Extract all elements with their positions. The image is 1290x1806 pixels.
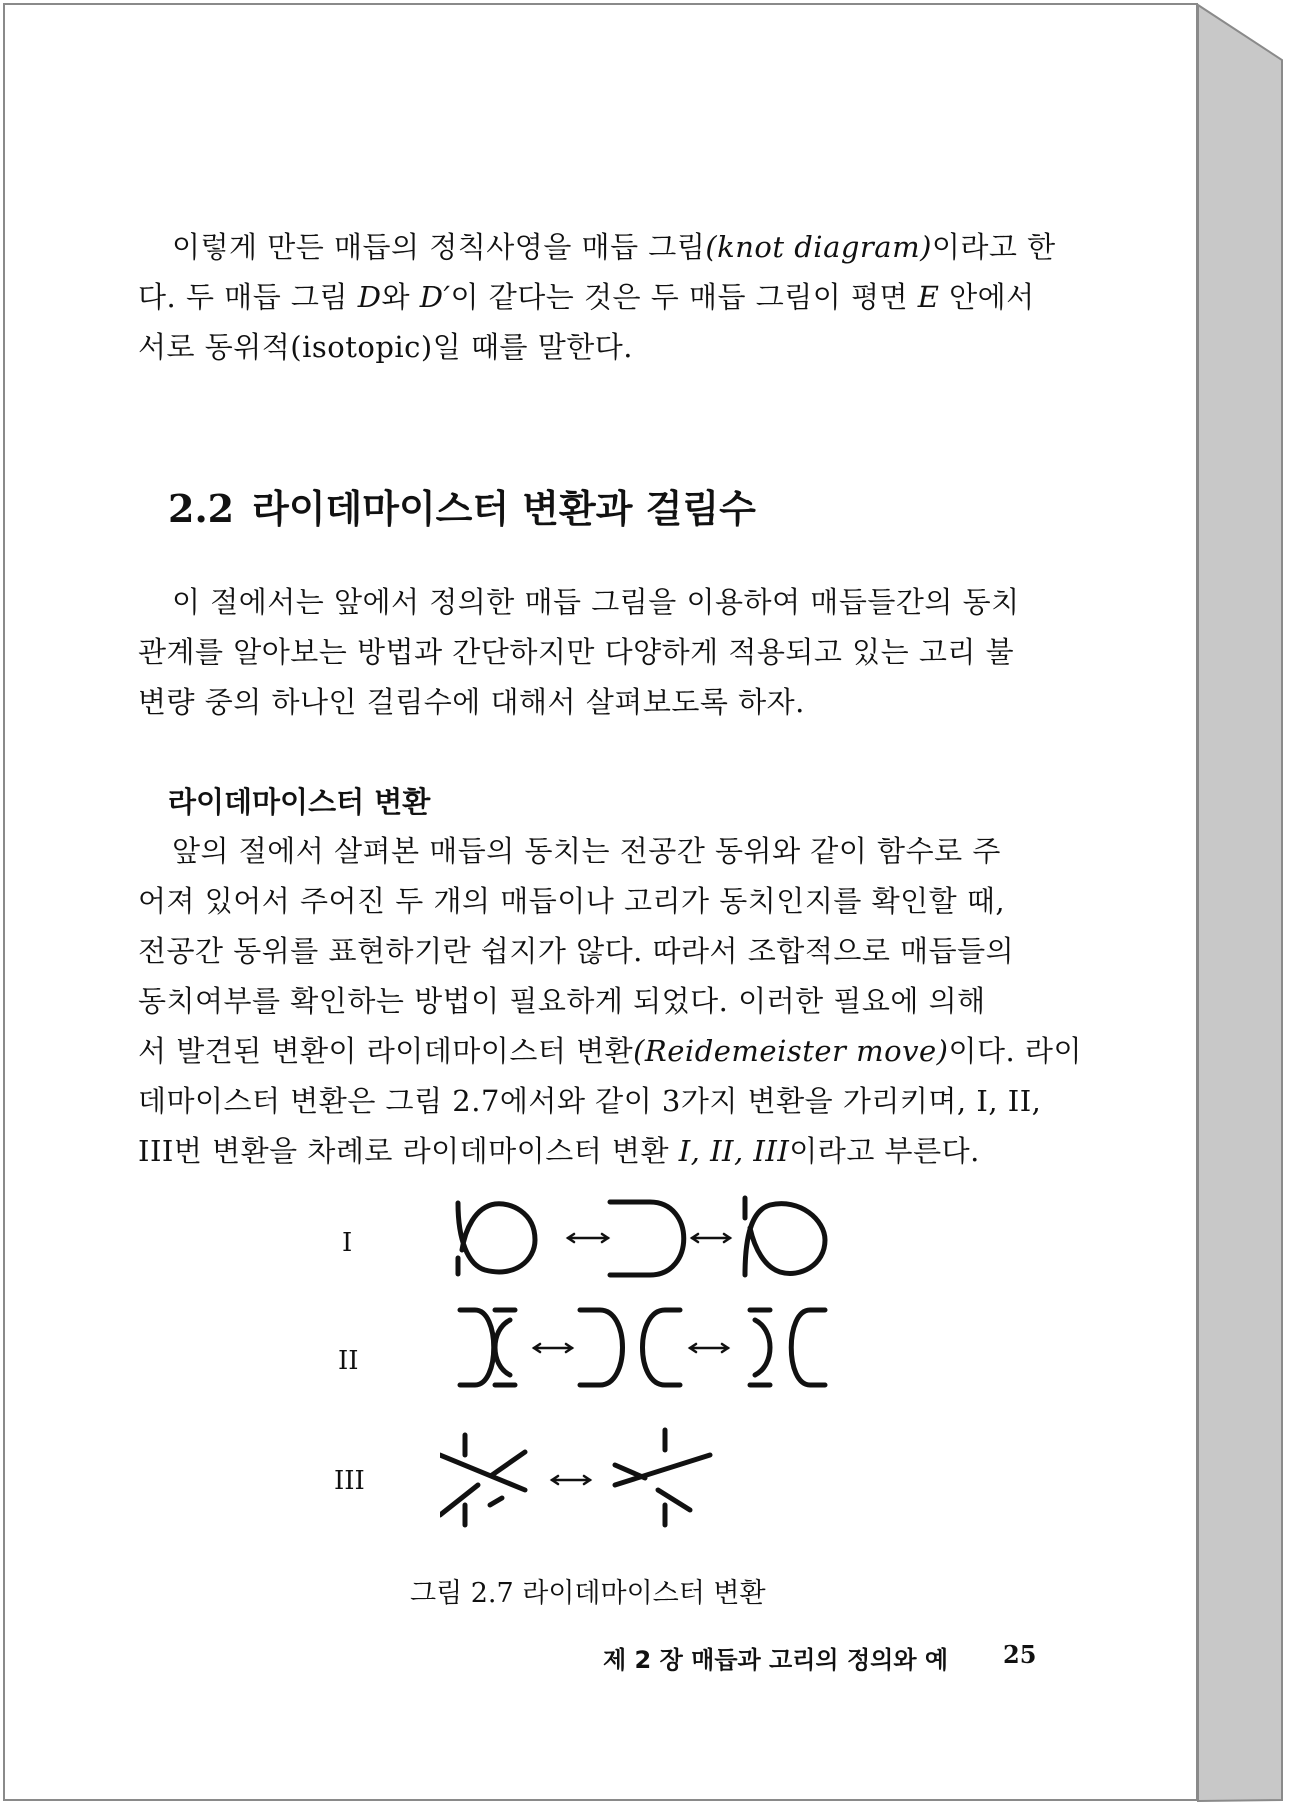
paragraph-2-line-2: 관계를 알아보는 방법과 간단하지만 다양하게 적용되고 있는 고리 불 [138,635,1015,669]
reidemeister-moves-figure [440,1190,840,1550]
figure-row-label-2: II [338,1346,359,1376]
paragraph-3-line-5: 서 발견된 변환이 라이데마이스터 변환(Reidemeister move)이다. 라이 [138,1034,1082,1068]
move-i-row [458,1198,825,1275]
figure-row-label-3: III [334,1466,365,1496]
move-i-straight-arc [610,1202,684,1275]
move-iii-right [615,1430,710,1525]
paragraph-2-line-3: 변량 중의 하나인 걸림수에 대해서 살펴보도록 하자. [138,685,805,719]
arrow-double [690,1344,728,1352]
move-ii-crossed-left [460,1310,515,1385]
figure-caption: 그림 2.7 라이데마이스터 변환 [410,1578,766,1609]
figure-row-label-1: I [342,1228,353,1258]
paragraph-3-line-1: 앞의 절에서 살펴본 매듭의 동치는 전공간 동위와 같이 함수로 주 [172,834,1001,868]
paragraph-1-line-3: 서로 동위적(isotopic)일 때를 말한다. [138,330,633,364]
paragraph-3-line-2: 어져 있어서 주어진 두 개의 매듭이나 고리가 동치인지를 확인할 때, [138,884,1006,918]
arrow-double [552,1476,590,1484]
paragraph-1-line-1: 이렇게 만든 매듭의 정칙사영을 매듭 그림(knot diagram)이라고 한 [172,230,1056,264]
arrow-double [692,1234,730,1242]
section-heading: 2.2 라이데마이스터 변환과 걸림수 [168,486,756,531]
move-ii-separate [580,1310,680,1385]
page-number: 25 [1003,1640,1037,1669]
move-iii-row [440,1430,710,1525]
subsection-heading: 라이데마이스터 변환 [168,785,431,819]
paragraph-3-line-7: III번 변환을 차례로 라이데마이스터 변환 I, II, III이라고 부른다. [138,1134,980,1168]
move-i-loop-left [458,1203,535,1274]
arrow-double [534,1344,572,1352]
footer-chapter: 제 2 장 매듭과 고리의 정의와 예 [603,1646,949,1674]
arrow-double [568,1234,608,1242]
move-ii-crossed-right [750,1310,825,1385]
paragraph-3-line-4: 동치여부를 확인하는 방법이 필요하게 되었다. 이러한 필요에 의해 [138,984,986,1018]
move-ii-row [460,1310,825,1385]
move-i-loop-right [745,1198,825,1275]
paragraph-2-line-1: 이 절에서는 앞에서 정의한 매듭 그림을 이용하여 매듭들간의 동치 [172,585,1020,619]
paragraph-3-line-3: 전공간 동위를 표현하기란 쉽지가 않다. 따라서 조합적으로 매듭들의 [138,934,1015,968]
move-iii-left [440,1435,525,1525]
paragraph-1-line-2: 다. 두 매듭 그림 D와 D′이 같다는 것은 두 매듭 그림이 평면 E 안에서 [138,280,1035,314]
paragraph-3-line-6: 데마이스터 변환은 그림 2.7에서와 같이 3가지 변환을 가리키며, I, II, [138,1084,1042,1118]
